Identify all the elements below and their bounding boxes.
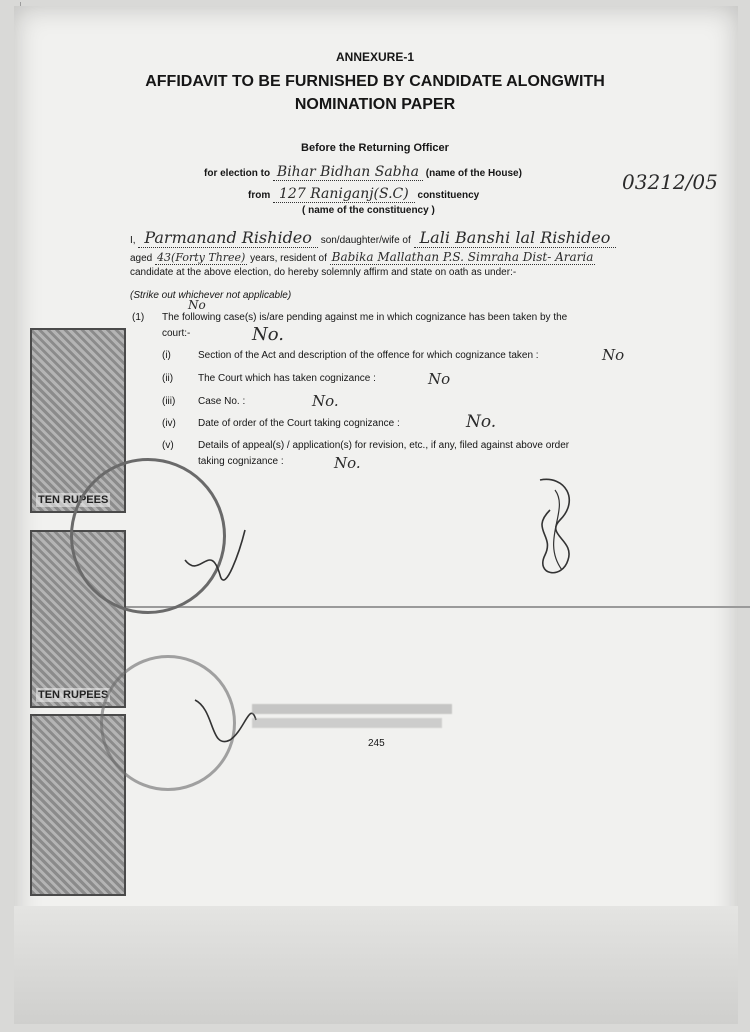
residence-handwritten: Babika Mallathan P.S. Simraha Dist- Araria — [331, 250, 594, 264]
deponent-line — [130, 228, 616, 247]
from-label: from — [248, 190, 271, 201]
subitem-number: (v) — [162, 440, 174, 451]
page-fold-shadow — [14, 906, 738, 1024]
interlinear-handwritten: No — [188, 298, 206, 312]
item1-number: (1) — [132, 312, 145, 323]
aged-label: aged — [130, 253, 153, 264]
age-residence-line — [130, 250, 595, 264]
signature — [520, 470, 590, 590]
page-title: AFFIDAVIT TO BE FURNISHED BY CANDIDATE ALONGWITH — [145, 73, 605, 90]
strike-instruction: (Strike out whichever not applicable) — [130, 290, 292, 301]
annexure-label: ANNEXURE-1 — [335, 50, 414, 64]
years-label: years, resident of — [250, 253, 327, 264]
affidavit-number-handwritten: 03212/05 — [622, 170, 718, 194]
subitem-text-line2: taking cognizance : — [198, 456, 284, 467]
subitem-text: The Court which has taken cognizance : — [198, 373, 376, 384]
house-suffix: (name of the House) — [425, 168, 522, 179]
election-prefix: for election to — [204, 168, 271, 179]
subitem-answer-handwritten: No — [602, 346, 625, 364]
subitem-text: Section of the Act and description of the offence for which cognizance taken : — [198, 350, 539, 361]
faint-notary-stamp-text — [252, 704, 452, 714]
signature — [180, 520, 250, 600]
subitem-number: (iii) — [162, 396, 176, 407]
subitem-answer-handwritten: No. — [334, 454, 361, 472]
relation-label: son/daughter/wife of — [320, 235, 411, 246]
subitem-number: (i) — [162, 350, 171, 361]
signature — [190, 680, 260, 760]
constituency-hint: ( name of the constituency ) — [302, 205, 435, 216]
declaration: candidate at the above election, do hereby solemnly affirm and state on oath as under:- — [130, 267, 517, 278]
subitem-answer-handwritten: No. — [466, 412, 497, 432]
subitem-text: Case No. : — [198, 396, 246, 407]
election-line — [204, 164, 522, 180]
page-number: 245 — [368, 738, 385, 749]
deponent-name-handwritten: Parmanand Rishideo — [138, 228, 318, 248]
constituency-line — [248, 186, 479, 202]
page-title-line2: NOMINATION PAPER — [294, 96, 456, 113]
house-name-handwritten: Bihar Bidhan Sabha — [273, 164, 423, 181]
constituency-handwritten: 127 Raniganj(S.C) — [273, 186, 415, 203]
subitem-text: Details of appeal(s) / application(s) for revision, etc., if any, filed against above order — [198, 440, 570, 451]
age-handwritten: 43(Forty Three) — [157, 251, 246, 264]
subitem-number: (ii) — [162, 373, 174, 384]
stamp-value: TEN RUPEES — [38, 494, 109, 506]
constituency-suffix: constituency — [417, 190, 480, 201]
stamp-value: TEN RUPEES — [38, 689, 109, 701]
item1-answer-handwritten: No. — [252, 324, 284, 345]
subitem-text: Date of order of the Court taking cognizance : — [198, 418, 400, 429]
item1-text-line2: court:- — [162, 328, 191, 339]
parent-name-handwritten: Lali Banshi lal Rishideo — [414, 228, 617, 248]
returning-officer-line: Before the Returning Officer — [301, 142, 449, 154]
fold-line — [110, 606, 750, 608]
item1-text: The following case(s) is/are pending against me in which cognizance has been taken by the — [162, 312, 568, 323]
subitem-answer-handwritten: No. — [312, 392, 339, 410]
subitem-number: (iv) — [162, 418, 176, 429]
faint-notary-stamp-text — [252, 718, 442, 728]
i-label: I, — [130, 235, 136, 246]
subitem-answer-handwritten: No — [428, 370, 451, 388]
